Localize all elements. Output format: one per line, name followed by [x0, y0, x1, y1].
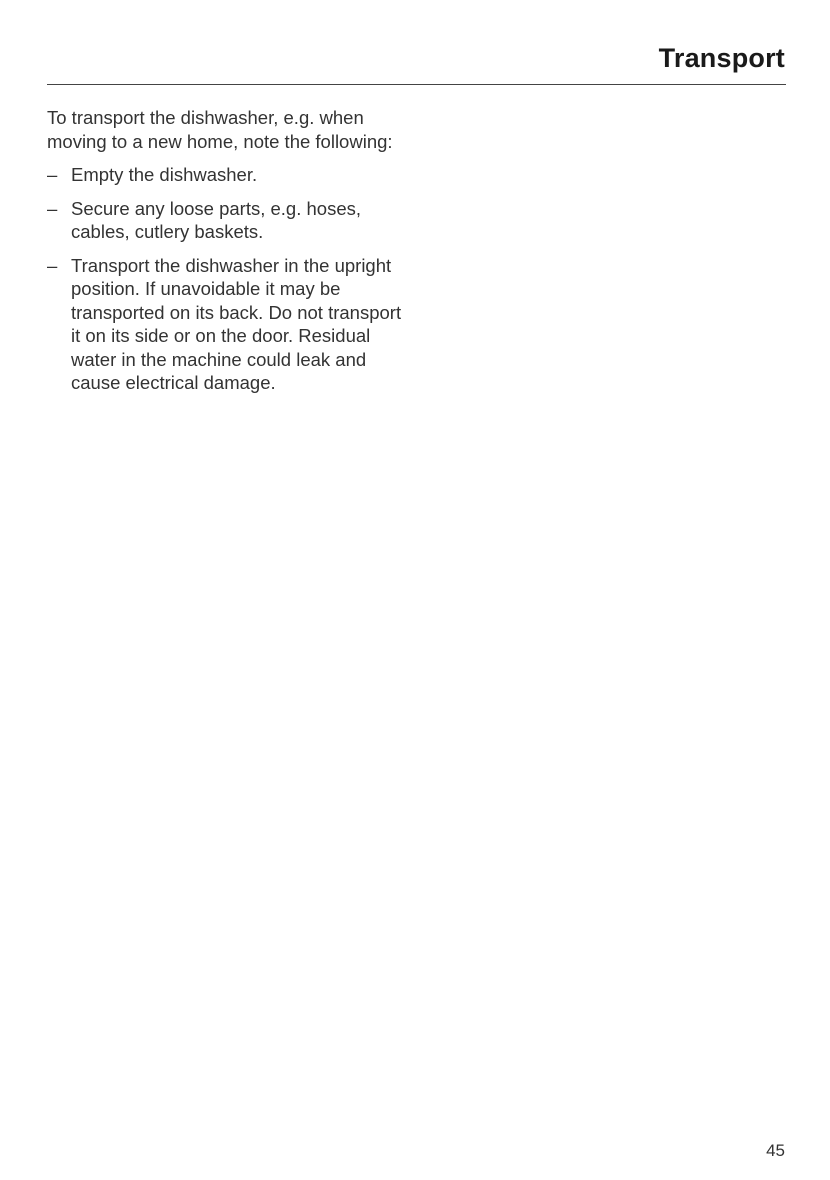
step-text: Transport the dishwasher in the upright position. If unavoidable it may be transported on its back. Do not transport it on its side or on the door. Residual water in the machine could leak and cause electrical damage.	[71, 254, 402, 393]
step-list	[47, 163, 407, 395]
step-text: Secure any loose parts, e.g. hoses, cables, cutlery baskets.	[71, 197, 362, 242]
dash-bullet: –	[47, 254, 58, 276]
dash-bullet: –	[47, 164, 58, 185]
list-item	[47, 197, 407, 244]
section-body	[47, 106, 407, 405]
dash-bullet: –	[47, 197, 58, 219]
list-item	[47, 254, 407, 395]
header-divider	[47, 84, 786, 85]
intro-paragraph: To transport the dishwasher, e.g. when moving to a new home, note the following:	[47, 107, 393, 152]
list-item	[47, 163, 407, 187]
page-number: 45	[766, 1141, 785, 1160]
step-text: Empty the dishwasher.	[71, 164, 258, 185]
page-title: Transport	[658, 43, 785, 73]
